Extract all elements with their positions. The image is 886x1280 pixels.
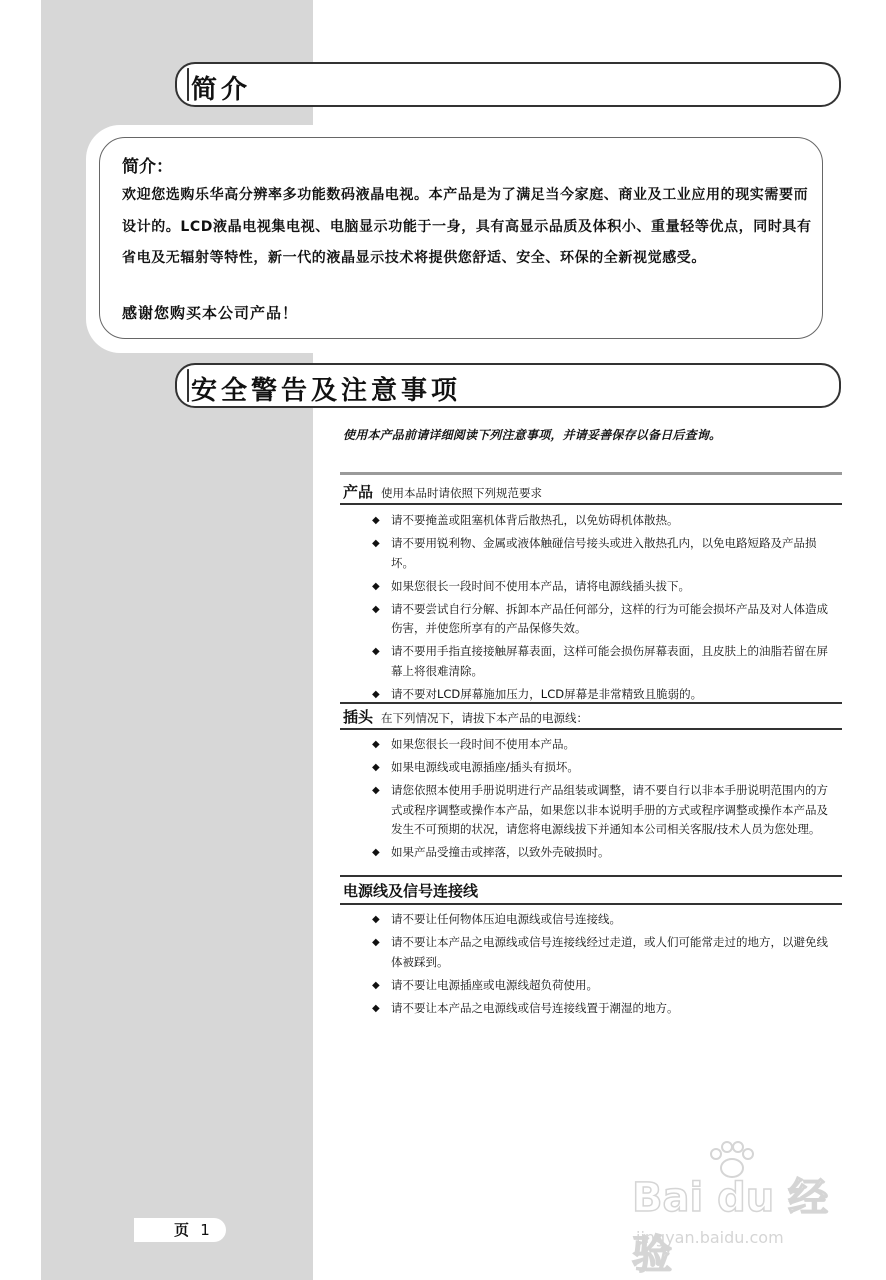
list-item: ◆ 如果您很长一段时间不使用本产品，请将电源线插头拔下。 xyxy=(372,577,834,597)
list-item: ◆ 请不要用手指直接接触屏幕表面，这样可能会损伤屏幕表面，且皮肤上的油脂若留在屏幕上将很难清除。 xyxy=(372,644,828,678)
section-rule xyxy=(340,702,842,704)
page-label: 页 xyxy=(174,1221,190,1239)
section-rule xyxy=(340,728,842,730)
section-title: 电源线及信号连接线 xyxy=(343,882,479,900)
diamond-bullet-icon: ◆ xyxy=(372,847,380,858)
product-items-list xyxy=(372,511,834,708)
list-item: ◆ 请不要让任何物体压迫电源线或信号连接线。 xyxy=(372,910,834,930)
diamond-bullet-icon: ◆ xyxy=(372,914,380,925)
diamond-bullet-icon: ◆ xyxy=(372,603,380,615)
diamond-bullet-icon: ◆ xyxy=(372,515,380,526)
section-title: 插头 xyxy=(343,708,374,726)
section-header-cable xyxy=(343,880,478,901)
diamond-bullet-icon: ◆ xyxy=(372,688,380,700)
diamond-bullet-icon: ◆ xyxy=(372,785,380,796)
list-item: ◆ 请不要掩盖或阻塞机体背后散热孔，以免妨碍机体散热。 xyxy=(372,511,834,531)
list-item: ◆ 请不要用锐利物、金属或液体触碰信号接头或进入散热孔内，以免电路短路及产品损坏。 xyxy=(372,536,817,570)
safety-heading: 安全警告及注意事项 xyxy=(191,376,462,406)
intro-box xyxy=(99,137,823,339)
safety-heading-box xyxy=(175,363,841,408)
section-rule xyxy=(340,503,842,505)
section-title: 产品 xyxy=(343,483,374,501)
section-rule-accent xyxy=(340,472,842,475)
diamond-bullet-icon: ◆ xyxy=(372,762,380,773)
intro-box-title: 简介： xyxy=(122,157,173,177)
list-item: ◆ 请您依照本使用手册说明进行产品组装或调整，请不要自行以非本手册说明范围内的方式或程序调整或操作本产品，如果您以非本说明手册的方式或程序调整或操作本产品及发生不可预期的状况，请您将电源线拔下并通知本公司相关客服/技术人员为您处理。 xyxy=(372,783,828,836)
cable-items-list xyxy=(372,910,834,1022)
watermark-logo: Bai du 经验 xyxy=(632,1175,829,1278)
watermark-url: jingyan.baidu.com xyxy=(636,1228,784,1247)
plug-items-list xyxy=(372,735,834,866)
heading-tab-decoration xyxy=(177,369,189,402)
list-item: ◆ 请不要让本产品之电源线或信号连接线置于潮湿的地方。 xyxy=(372,999,834,1019)
diamond-bullet-icon: ◆ xyxy=(372,979,380,991)
list-item: ◆ 如果您很长一段时间不使用本产品。 xyxy=(372,735,834,755)
list-item: ◆ 请不要让本产品之电源线或信号连接线经过走道，或人们可能常走过的地方，以避免线体被踩到。 xyxy=(372,935,828,969)
intro-heading: 简介 xyxy=(191,75,252,105)
intro-thanks: 感谢您购买本公司产品！ xyxy=(122,304,299,322)
diamond-bullet-icon: ◆ xyxy=(372,937,380,948)
diamond-bullet-icon: ◆ xyxy=(372,646,380,657)
intro-heading-box xyxy=(175,62,841,107)
list-item: ◆ 请不要让电源插座或电源线超负荷使用。 xyxy=(372,976,834,996)
list-item: ◆ 请不要对LCD屏幕施加压力，LCD屏幕是非常精致且脆弱的。 xyxy=(372,685,834,705)
page-number-tab xyxy=(134,1218,226,1242)
list-item: ◆ 请不要尝试自行分解、拆卸本产品任何部分，这样的行为可能会损坏产品及对人体造成伤害，并使您所享有的产品保修失效。 xyxy=(372,601,828,635)
diamond-bullet-icon: ◆ xyxy=(372,1002,380,1014)
list-item: ◆ 如果电源线或电源插座/插头有损坏。 xyxy=(372,758,834,778)
baidu-jingyan-watermark xyxy=(632,1140,832,1278)
heading-tab-decoration xyxy=(177,68,189,101)
intro-paragraph: 欢迎您选购乐华高分辨率多功能数码液晶电视。本产品是为了满足当今家庭、商业及工业应用的现实需要而设计的。LCD液晶电视集电视、电脑显示功能于一身，具有高显示品质及体积小、重量轻等优点，同时具有省电及无辐射等特性，新一代的液晶显示技术将提供您舒适、安全、环保的全新视觉感受。 xyxy=(122,187,812,266)
safety-subtitle: 使用本产品前请详细阅读下列注意事项，并请妥善保存以备日后查询。 xyxy=(343,428,722,442)
section-header-plug xyxy=(343,706,588,727)
page-number: 1 xyxy=(200,1221,210,1239)
section-rule xyxy=(340,903,842,905)
diamond-bullet-icon: ◆ xyxy=(372,580,380,592)
section-header-product xyxy=(343,481,542,502)
section-rule xyxy=(340,875,842,877)
section-note: 使用本品时请依照下列规范要求 xyxy=(381,486,543,500)
diamond-bullet-icon: ◆ xyxy=(372,739,380,750)
diamond-bullet-icon: ◆ xyxy=(372,538,380,549)
list-item: ◆ 如果产品受撞击或摔落，以致外壳破损时。 xyxy=(372,843,834,863)
section-note: 在下列情况下，请拔下本产品的电源线： xyxy=(381,711,589,725)
